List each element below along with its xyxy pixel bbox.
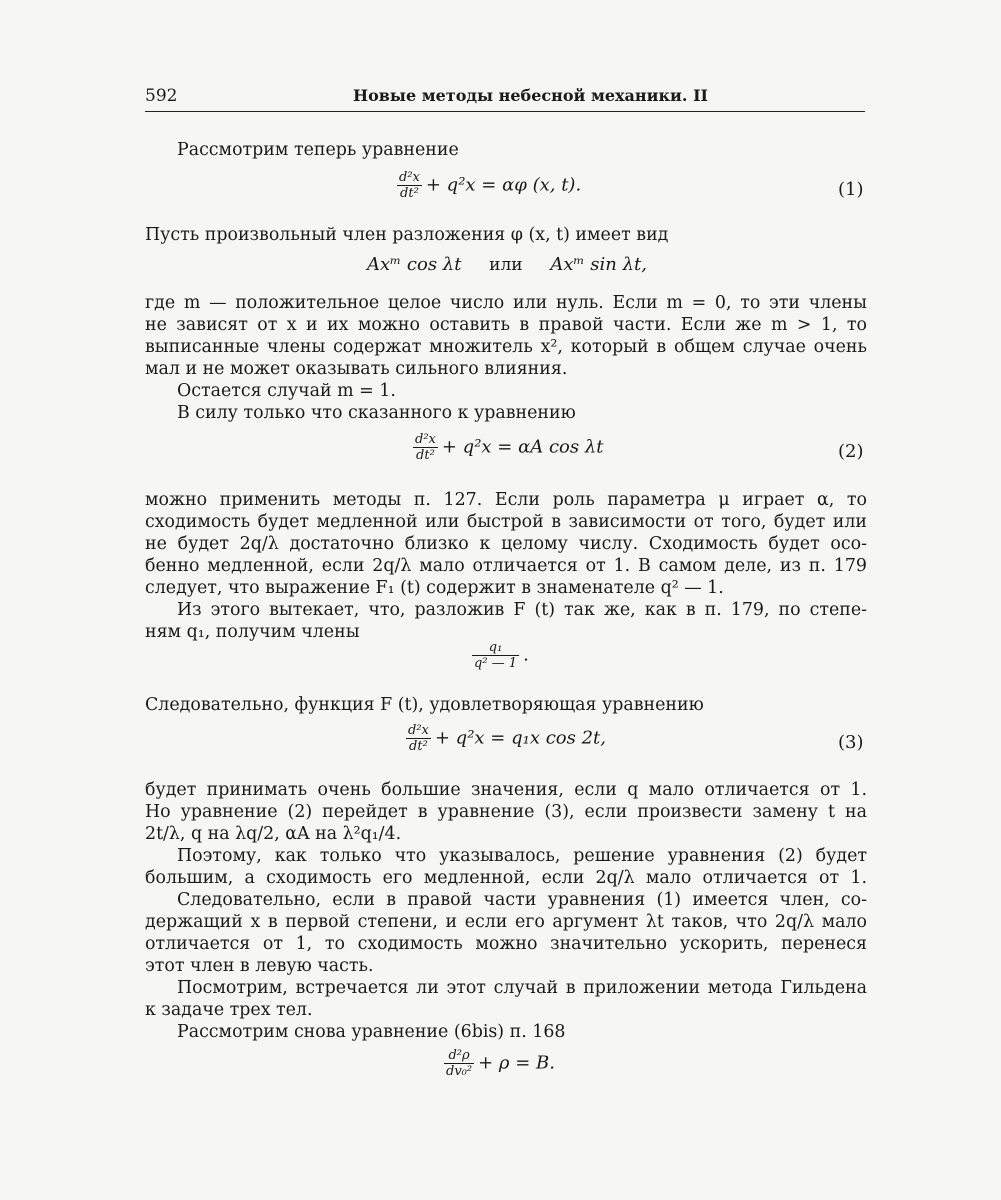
text-line: Но уравнение (2) перейдет в уравнение (3), если произвести замену t на	[145, 802, 867, 822]
header-rule	[145, 111, 865, 112]
text-line: большим, а сходимость его медленной, если 2q/λ мало отличается от 1.	[145, 868, 867, 888]
text-line: этот член в левую часть.	[145, 956, 374, 976]
text-line: В силу только что сказанного к уравнению	[177, 403, 576, 423]
equation-number: (2)	[838, 441, 864, 462]
text-line: сходимость будет медленной или быстрой в зависимости от того, будет или	[145, 512, 867, 532]
text-line: не будет 2q/λ достаточно близко к целому числу. Сходимость будет осо-	[145, 534, 867, 554]
text-line: не зависят от x и их можно оставить в правой части. Если же m > 1, то	[145, 315, 867, 335]
text-line: мал и не может оказывать сильного влияния.	[145, 359, 568, 379]
text-line: следует, что выражение F₁ (t) содержит в знаменателе q² — 1.	[145, 578, 724, 598]
fraction-terms: $\frac{\text{q₁}}{\text{q² — 1}}$ .	[474, 640, 529, 671]
equation-number: (1)	[838, 179, 864, 200]
text-line: Рассмотрим снова уравнение (6bis) п. 168	[177, 1022, 566, 1042]
equation-3: $\frac{\text{d²x}}{\text{dt²}}$ + q²x = q₁x cos 2t,	[408, 723, 606, 754]
text-line: будет принимать очень большие значения, если q мало отличается от 1.	[145, 780, 867, 800]
equation-number: (3)	[838, 732, 864, 753]
text-line: Поэтому, как только что указывалось, решение уравнения (2) будет	[177, 846, 867, 866]
equation-4: $\frac{\text{d²ρ}}{\text{dv₀²}}$ + ρ = B.	[446, 1048, 555, 1079]
text-line: бенно медленной, если 2q/λ мало отличается от 1. В самом деле, из п. 179	[145, 556, 867, 576]
text-line: Из этого вытекает, что, разложив F (t) так же, как в п. 179, по степе-	[177, 600, 867, 620]
equation-1: $\frac{\text{d²x}}{\text{dt²}}$ + q²x = αφ (x, t).	[399, 170, 582, 201]
fraction: $\frac{\text{d²x}}{\text{dt²}}$	[415, 432, 436, 463]
text-line: Следовательно, если в правой части уравнения (1) имеется член, со-	[177, 890, 867, 910]
fraction: $\frac{\text{d²x}}{\text{dt²}}$	[399, 170, 420, 201]
equation-2: $\frac{\text{d²x}}{\text{dt²}}$ + q²x = αA cos λt	[415, 432, 604, 463]
text-line: ням q₁, получим члены	[145, 622, 360, 642]
text-line: Посмотрим, встречается ли этот случай в приложении метода Гильдена	[177, 978, 867, 998]
fraction: $\frac{\text{d²ρ}}{\text{dv₀²}}$	[446, 1048, 473, 1079]
text-line: Пусть произвольный член разложения φ (x, t) имеет вид	[145, 225, 669, 245]
text-line: 2t/λ, q на λq/2, αA на λ²q₁/4.	[145, 824, 402, 844]
page-header	[145, 86, 865, 110]
page-number: 592	[145, 86, 178, 106]
text-line: выписанные члены содержат множитель x², который в общем случае очень	[145, 337, 867, 357]
text-line: можно применить методы п. 127. Если роль параметра μ играет α, то	[145, 490, 867, 510]
running-title: Новые методы небесной механики. II	[353, 86, 709, 105]
fraction: $\frac{\text{d²x}}{\text{dt²}}$	[408, 723, 429, 754]
text-line: Остается случай m = 1.	[177, 381, 396, 401]
text-line: Следовательно, функция F (t), удовлетворяющая уравнению	[145, 695, 704, 715]
text-line: Рассмотрим теперь уравнение	[177, 140, 459, 160]
equation-terms: Axᵐ cos λt или Axᵐ sin λt,	[367, 254, 647, 275]
text-line: где m — положительное целое число или нуль. Если m = 0, то эти члены	[145, 293, 867, 313]
text-line: держащий x в первой степени, и если его аргумент λt таков, что 2q/λ мало	[145, 912, 867, 932]
fraction: $\frac{\text{q₁}}{\text{q² — 1}}$	[474, 640, 518, 671]
text-line: к задаче трех тел.	[145, 1000, 313, 1020]
text-line: отличается от 1, то сходимость можно значительно ускорить, перенеся	[145, 934, 867, 954]
